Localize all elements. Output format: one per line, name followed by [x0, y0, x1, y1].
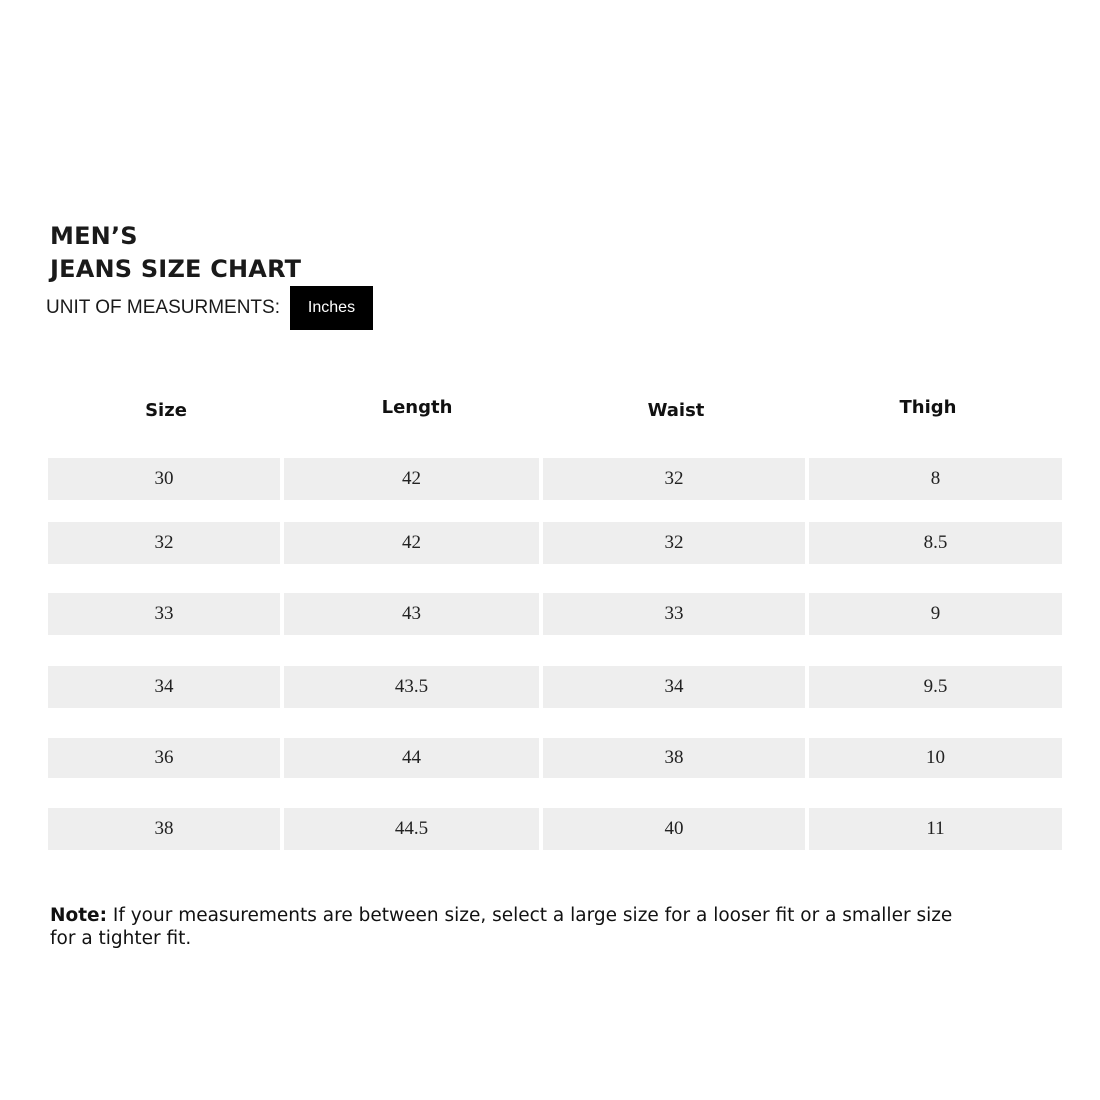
size-note: [50, 904, 970, 950]
cell-length: 44: [284, 738, 539, 778]
unit-badge-inches: Inches: [290, 286, 373, 330]
cell-size: 34: [48, 666, 280, 708]
table-row: [48, 666, 1064, 708]
cell-size: 33: [48, 593, 280, 635]
header-length: Length: [381, 396, 453, 418]
header-size: Size: [145, 399, 187, 421]
table-row: [48, 593, 1064, 635]
cell-length: 44.5: [284, 808, 539, 850]
cell-thigh: 10: [809, 738, 1062, 778]
cell-thigh: 9.5: [809, 666, 1062, 708]
cell-waist: 32: [543, 458, 805, 500]
size-chart-title-line2: JEANS SIZE CHART: [50, 255, 302, 283]
cell-size: 32: [48, 522, 280, 564]
table-row: [48, 458, 1064, 500]
table-row: [48, 738, 1064, 778]
cell-size: 30: [48, 458, 280, 500]
cell-thigh: 8.5: [809, 522, 1062, 564]
table-row: [48, 808, 1064, 850]
cell-length: 43: [284, 593, 539, 635]
cell-length: 42: [284, 522, 539, 564]
header-waist: Waist: [647, 399, 705, 421]
unit-of-measurement-row: [46, 286, 373, 330]
note-text: If your measurements are between size, select a large size for a looser fit or a smaller size for a tighter fit.: [50, 905, 953, 949]
cell-thigh: 9: [809, 593, 1062, 635]
size-chart-title-line1: MEN’S: [50, 222, 138, 250]
cell-waist: 32: [543, 522, 805, 564]
cell-waist: 33: [543, 593, 805, 635]
table-row: [48, 522, 1064, 564]
cell-waist: 38: [543, 738, 805, 778]
cell-thigh: 8: [809, 458, 1062, 500]
table-header-row: [48, 390, 1064, 430]
cell-waist: 40: [543, 808, 805, 850]
cell-waist: 34: [543, 666, 805, 708]
cell-length: 42: [284, 458, 539, 500]
cell-length: 43.5: [284, 666, 539, 708]
note-label: Note:: [50, 905, 107, 926]
cell-size: 36: [48, 738, 280, 778]
unit-label: UNIT OF MEASURMENTS:: [46, 297, 280, 318]
cell-thigh: 11: [809, 808, 1062, 850]
cell-size: 38: [48, 808, 280, 850]
header-thigh: Thigh: [899, 396, 957, 418]
